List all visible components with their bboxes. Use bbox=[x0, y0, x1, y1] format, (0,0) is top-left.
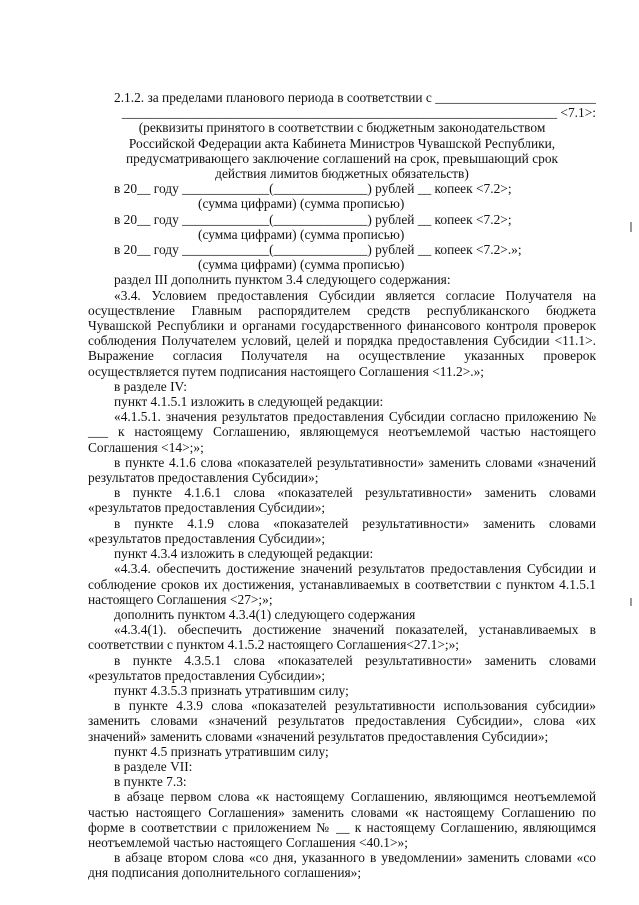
amount-caption-2: (сумма цифрами) (сумма прописью) bbox=[198, 226, 405, 242]
scan-margin-mark bbox=[630, 598, 632, 606]
clause-4-3-5-3-text: пункт 4.3.5.3 признать утратившим силу; bbox=[114, 682, 349, 698]
clause-7-3-heading: в пункте 7.3: bbox=[114, 774, 187, 790]
clause-4-1-6-1-text: в пункте 4.1.6.1 слова «показателей результативности» заменить словами «результатов предоставления Субсидии»; bbox=[88, 485, 596, 516]
section-7-heading: в разделе VII: bbox=[114, 758, 193, 774]
clause-2-1-2-blank-line: _________________________________________________________________ <7.1>: bbox=[121, 105, 596, 121]
section-4-heading: в разделе IV: bbox=[114, 378, 187, 394]
requisites-note-4: действия лимитов бюджетных обязательств) bbox=[215, 166, 469, 182]
requisites-note-3: предусматривающего заключение соглашений на срок, превышающий срок bbox=[125, 150, 559, 166]
clause-4-3-4-text: «4.3.4. обеспечить достижение значений результатов предоставления Субсидии и соблюдение сроков их достижения, устанавливаемых в соответствии с пунктом 4.1.5.1 настоящего Соглашения <27>;»; bbox=[88, 561, 596, 607]
clause-4-3-9-text: в пункте 4.3.9 слова «показателей результативности использования субсидии» заменить словами «значений результатов предоставления Субсидии», слова «их значений» заменить словами «значений результатов предоставления Субсидии»; bbox=[88, 698, 596, 744]
clause-3-4-text: «3.4. Условием предоставления Субсидии является согласие Получателя на осуществление Главным распорядителем средств республиканского бюджета Чувашской Республики и органами государственного финансового контроля проверок соблюдения Получателем условий, целей и порядка предоставления Субсидии <11.1>. Выражение согласия Получателя на осуществление указанных проверок осуществляется путем подписания настоящего Соглашения <11.2>.»; bbox=[88, 287, 596, 379]
clause-4-5-text: пункт 4.5 признать утратившим силу; bbox=[114, 743, 329, 759]
clause-4-1-5-1-instruction: пункт 4.1.5.1 изложить в следующей редакции: bbox=[114, 394, 384, 410]
document-page bbox=[88, 90, 596, 881]
requisites-note-2: Российской Федерации акта Кабинета Министров Чувашской Республики, bbox=[128, 135, 556, 151]
clause-4-3-4-1-text: «4.3.4(1). обеспечить достижение значений показателей, устанавливаемых в соответствии с пунктом 4.1.5.2 настоящего Соглашения<27.1>;»; bbox=[88, 622, 596, 653]
clause-4-3-5-1-text: в пункте 4.3.5.1 слова «показателей результативности» заменить словами «результатов предоставления Субсидии»; bbox=[88, 652, 596, 683]
amount-caption-3: (сумма цифрами) (сумма прописью) bbox=[198, 257, 405, 273]
year-amount-line-1: в 20__ году _____________(______________) рублей __ копеек <7.2>; bbox=[114, 181, 512, 197]
clause-4-1-6-text: в пункте 4.1.6 слова «показателей результативности» заменить словами «значений результатов предоставления Субсидии»; bbox=[88, 454, 596, 486]
requisites-note-1: (реквизиты принятого в соответствии с бюджетным законодательством bbox=[138, 120, 546, 136]
clause-2-1-2-line: 2.1.2. за пределами планового периода в соответствии с ________________________ bbox=[114, 90, 596, 105]
section-3-instruction: раздел III дополнить пунктом 3.4 следующего содержания: bbox=[114, 272, 451, 288]
clause-4-3-4-instruction: пункт 4.3.4 изложить в следующей редакции: bbox=[114, 546, 374, 562]
clause-7-3-paragraph-2: в абзаце втором слова «со дня, указанного в уведомлении» заменить словами «со дня подписания дополнительного соглашения»; bbox=[88, 850, 596, 881]
amount-caption-1: (сумма цифрами) (сумма прописью) bbox=[198, 196, 405, 212]
year-amount-line-2: в 20__ году _____________(______________) рублей __ копеек <7.2>; bbox=[114, 211, 512, 227]
year-amount-line-3: в 20__ году _____________(______________) рублей __ копеек <7.2>.»; bbox=[114, 242, 522, 258]
scan-margin-mark bbox=[630, 222, 632, 232]
clause-4-1-9-text: в пункте 4.1.9 слова «показателей результативности» заменить словами «результатов предоставления Субсидии»; bbox=[88, 515, 596, 546]
clause-7-3-paragraph-1: в абзаце первом слова «к настоящему Соглашению, являющимся неотъемлемой частью настоящего Соглашения» заменить словами «к настоящему Соглашению по форме в соответствии с приложением № __ к настоящему Соглашению, являющимся неотъемлемой частью настоящего Соглашения <40.1>»; bbox=[88, 789, 596, 850]
clause-4-3-4-1-instruction: дополнить пунктом 4.3.4(1) следующего содержания bbox=[114, 606, 416, 622]
clause-4-1-5-1-text: «4.1.5.1. значения результатов предоставления Субсидии согласно приложению № ___ к настоящему Соглашению, являющемуся неотъемлемой частью настоящего Соглашения <14>;»; bbox=[88, 409, 596, 455]
